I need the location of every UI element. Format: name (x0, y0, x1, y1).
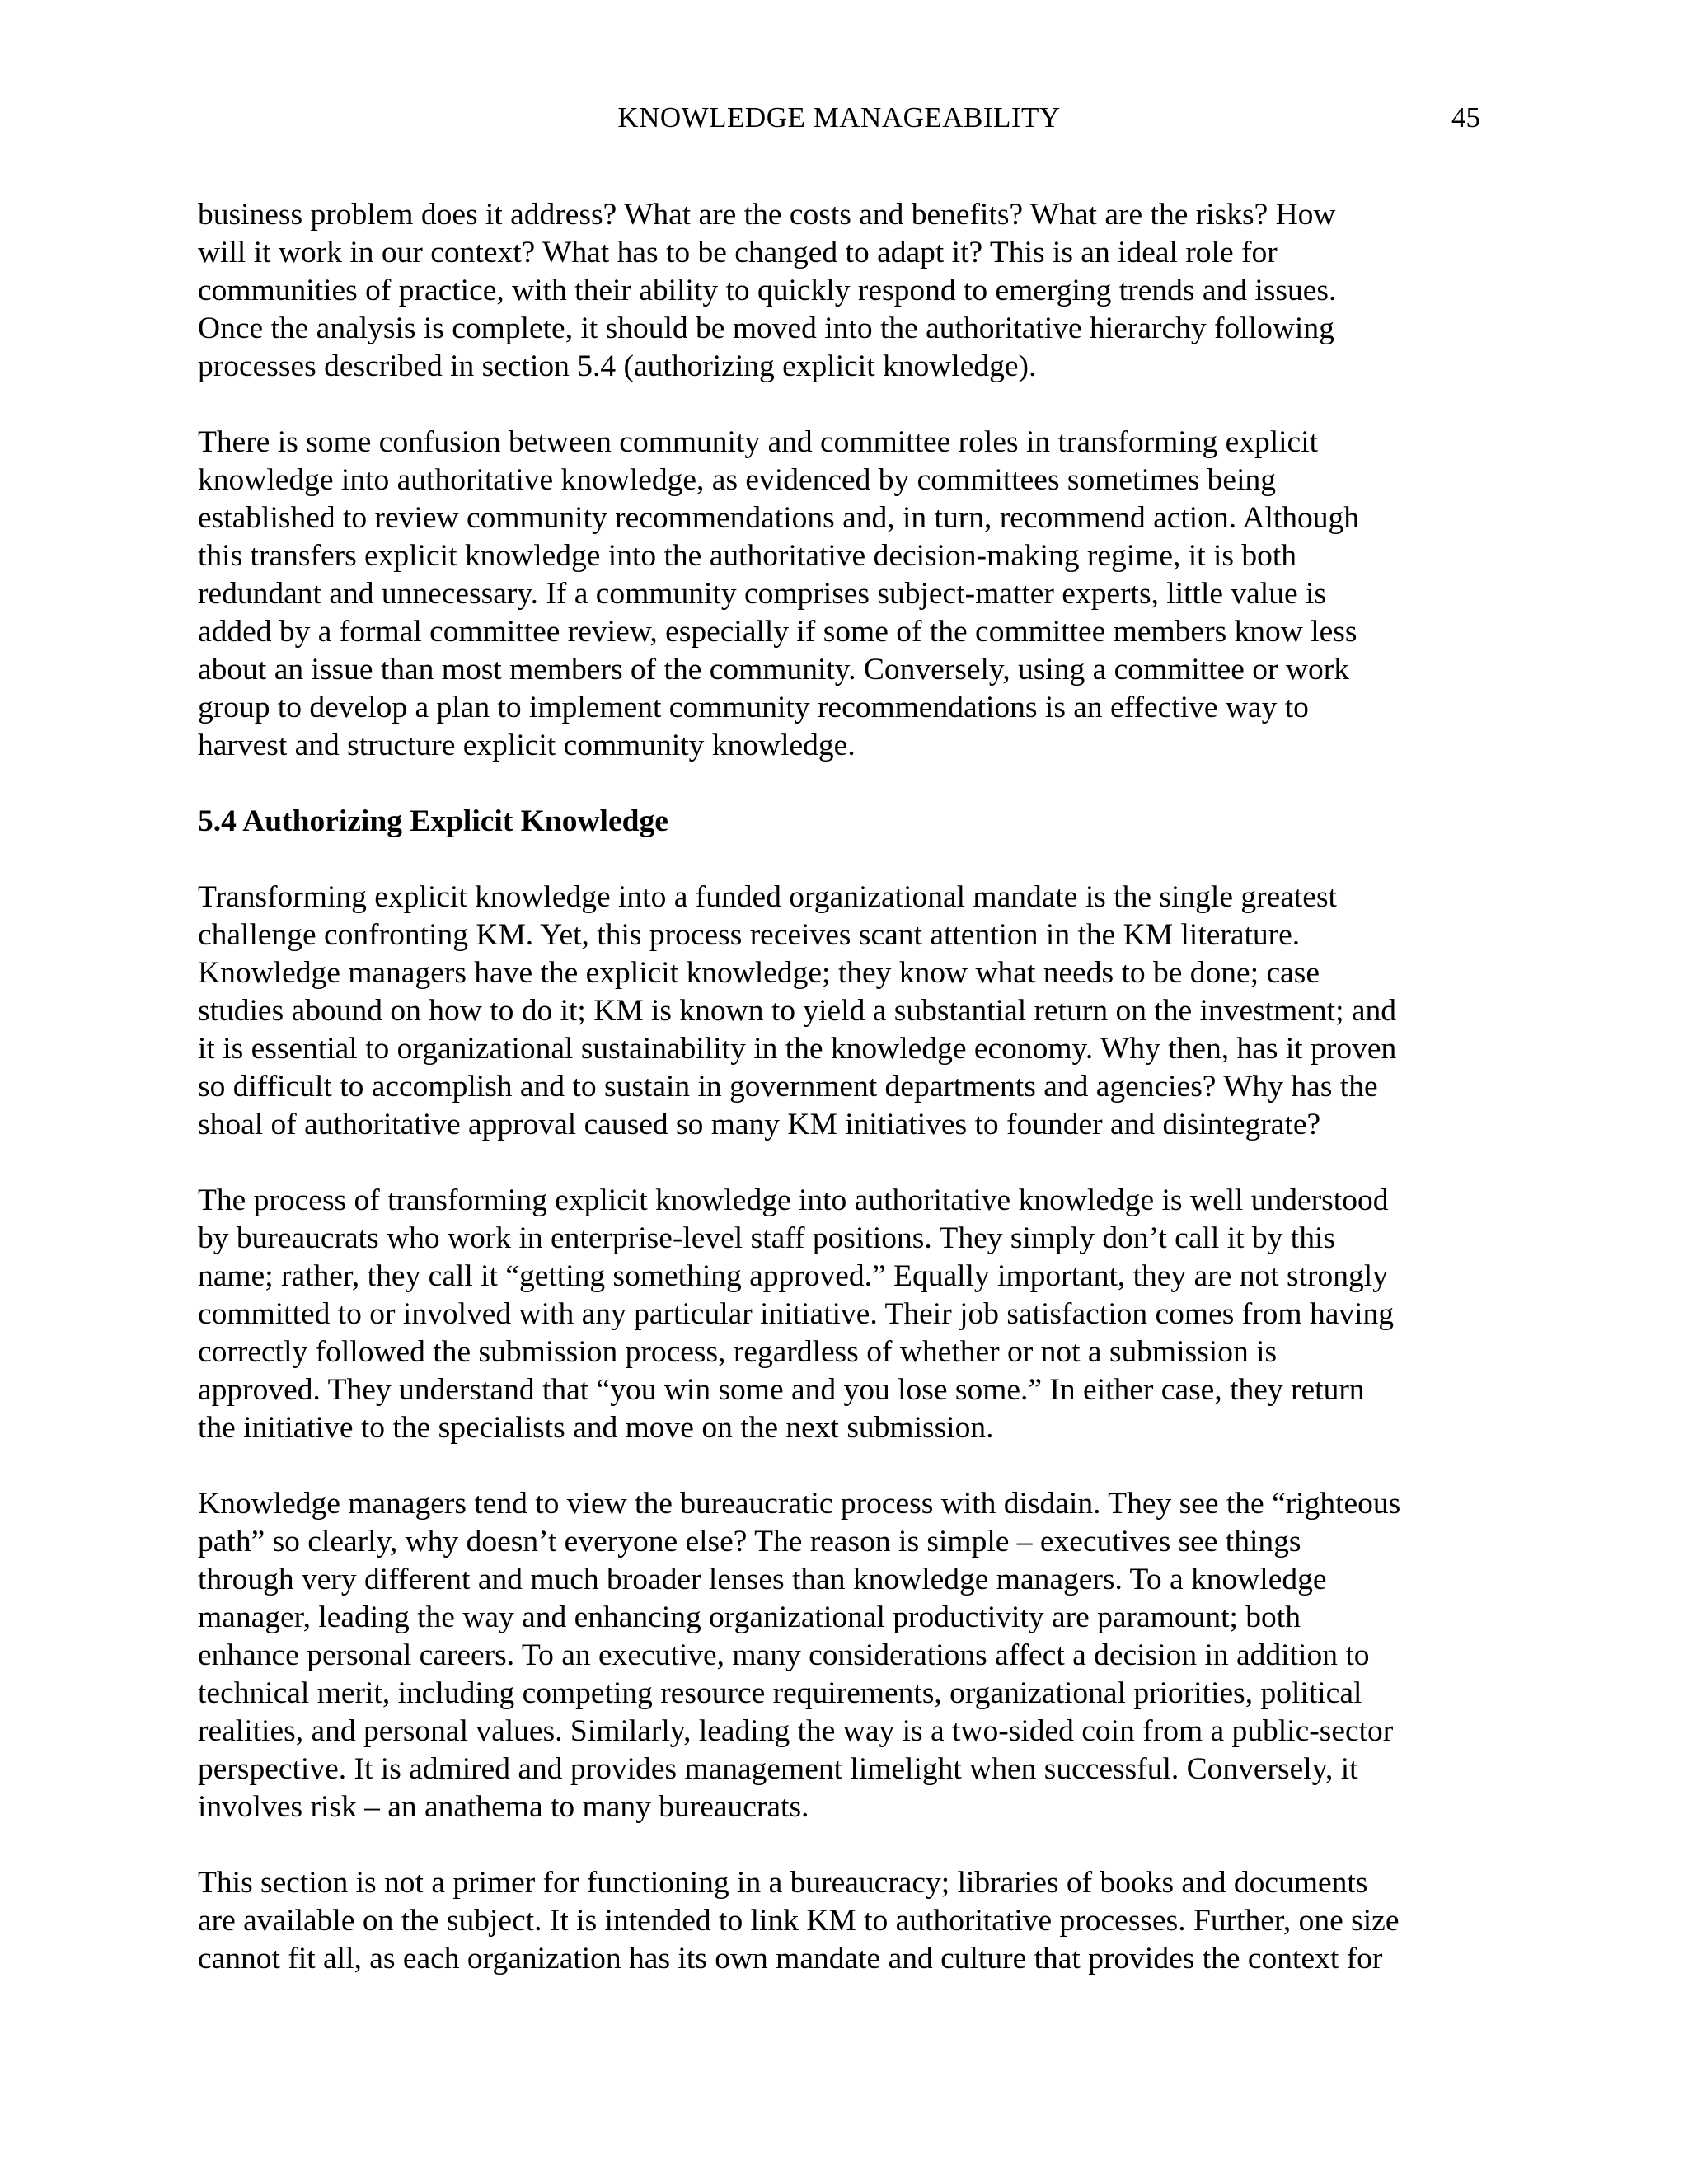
text-line: technical merit, including competing resource requirements, organizational priorities, political (198, 1676, 1362, 1710)
text-line: perspective. It is admired and provides management limelight when successful. Conversely, it (198, 1752, 1358, 1786)
text-line: it is essential to organizational sustainability in the knowledge economy. Why then, has it proven (198, 1032, 1397, 1066)
running-header (198, 97, 1480, 138)
text-line: This section is not a primer for functioning in a bureaucracy; libraries of books and documents (198, 1866, 1368, 1900)
text-line: involves risk – an anathema to many bureaucrats. (198, 1790, 809, 1824)
text-line: realities, and personal values. Similarly, leading the way is a two-sided coin from a public-sector (198, 1714, 1394, 1748)
text-line: Transforming explicit knowledge into a funded organizational mandate is the single greatest (198, 880, 1337, 914)
text-line: There is some confusion between community and committee roles in transforming explicit (198, 425, 1319, 459)
text-line: Knowledge managers tend to view the bureaucratic process with disdain. They see the “righteous (198, 1487, 1401, 1521)
text-line: will it work in our context? What has to be changed to adapt it? This is an ideal role for (198, 236, 1278, 269)
page-number: 45 (1451, 101, 1480, 134)
text-line: committed to or involved with any particular initiative. Their job satisfaction comes from having (198, 1297, 1395, 1331)
text-line: processes described in section 5.4 (authorizing explicit knowledge). (198, 349, 1037, 383)
text-line: established to review community recommendations and, in turn, recommend action. Although (198, 501, 1360, 535)
body-text (198, 196, 1484, 2016)
section-heading: 5.4 Authorizing Explicit Knowledge (198, 804, 668, 838)
text-line: about an issue than most members of the community. Conversely, using a committee or work (198, 653, 1349, 687)
paragraph-5 (198, 1485, 1484, 1826)
text-line: through very different and much broader lenses than knowledge managers. To a knowledge (198, 1563, 1327, 1596)
paragraph-2 (198, 424, 1484, 765)
text-line: knowledge into authoritative knowledge, as evidenced by committees sometimes being (198, 463, 1276, 497)
paragraph-6 (198, 1864, 1484, 1978)
text-line: cannot fit all, as each organization has its own mandate and culture that provides the context for (198, 1942, 1383, 1975)
text-line: enhance personal careers. To an executive, many considerations affect a decision in addition to (198, 1638, 1370, 1672)
text-line: Once the analysis is complete, it should be moved into the authoritative hierarchy following (198, 312, 1334, 345)
text-line: group to develop a plan to implement community recommendations is an effective way to (198, 691, 1309, 724)
text-line: this transfers explicit knowledge into the authoritative decision-making regime, it is both (198, 539, 1297, 573)
text-line: the initiative to the specialists and move on the next submission. (198, 1411, 994, 1445)
text-line: studies abound on how to do it; KM is known to yield a substantial return on the investment; and (198, 994, 1397, 1028)
text-line: by bureaucrats who work in enterprise-level staff positions. They simply don’t call it by this (198, 1221, 1335, 1255)
text-line: communities of practice, with their ability to quickly respond to emerging trends and issues. (198, 274, 1337, 307)
text-line: shoal of authoritative approval caused so many KM initiatives to founder and disintegrate? (198, 1108, 1321, 1141)
paragraph-4 (198, 1182, 1484, 1447)
header-title: KNOWLEDGE MANAGEABILITY (617, 101, 1061, 134)
text-line: approved. They understand that “you win some and you lose some.” In either case, they return (198, 1373, 1365, 1407)
text-line: business problem does it address? What are the costs and benefits? What are the risks? How (198, 198, 1336, 232)
text-line: Knowledge managers have the explicit knowledge; they know what needs to be done; case (198, 956, 1320, 990)
text-line: harvest and structure explicit community knowledge. (198, 729, 856, 762)
paragraph-3 (198, 879, 1484, 1144)
text-line: are available on the subject. It is intended to link KM to authoritative processes. Further, one size (198, 1904, 1400, 1938)
text-line: so difficult to accomplish and to sustain in government departments and agencies? Why has the (198, 1070, 1378, 1104)
text-line: challenge confronting KM. Yet, this process receives scant attention in the KM literature. (198, 918, 1301, 952)
text-line: manager, leading the way and enhancing organizational productivity are paramount; both (198, 1601, 1301, 1634)
text-line: path” so clearly, why doesn’t everyone else? The reason is simple – executives see things (198, 1525, 1301, 1558)
text-line: name; rather, they call it “getting something approved.” Equally important, they are not strongly (198, 1259, 1388, 1293)
text-line: The process of transforming explicit knowledge into authoritative knowledge is well understood (198, 1183, 1389, 1217)
text-line: redundant and unnecessary. If a community comprises subject-matter experts, little value is (198, 577, 1327, 611)
text-line: added by a formal committee review, especially if some of the committee members know less (198, 615, 1357, 649)
paragraph-1 (198, 196, 1484, 386)
text-line: correctly followed the submission process, regardless of whether or not a submission is (198, 1335, 1278, 1369)
